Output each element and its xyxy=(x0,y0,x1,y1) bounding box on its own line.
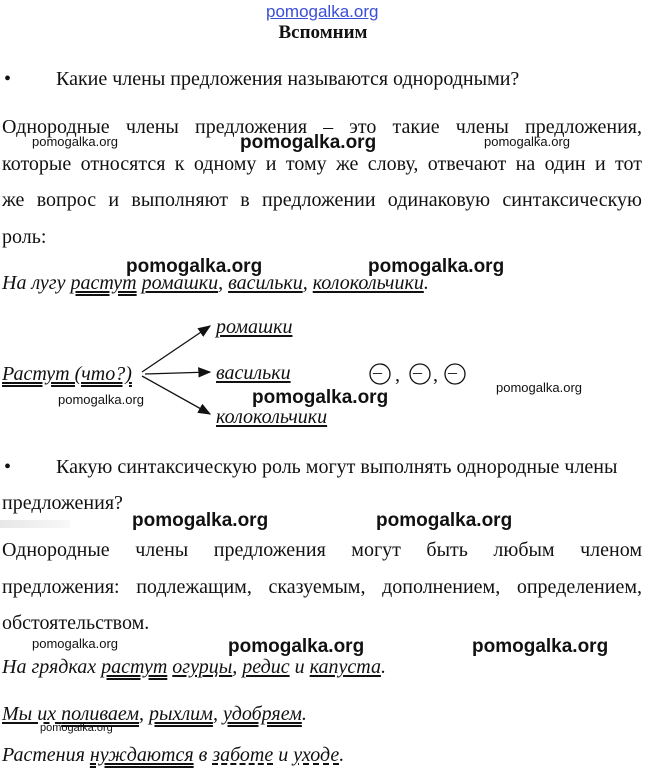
predicate-word: нуждаются xyxy=(89,744,194,766)
arrow-to-target-1 xyxy=(142,326,210,372)
watermark: pomogalka.org xyxy=(240,132,377,153)
subject-word: васильки xyxy=(228,272,303,294)
subject-word: Мы xyxy=(2,703,33,725)
definition-line: которые относятся к одному и тому же слову, отвечают на один и тот xyxy=(2,153,642,175)
scheme-target-1: ромашки xyxy=(216,316,293,338)
watermark: pomogalka.org xyxy=(32,636,118,651)
preposition: в xyxy=(193,744,213,766)
subject-word: ромашки xyxy=(141,272,219,294)
object-word: их xyxy=(32,703,62,725)
pattern-dash: – xyxy=(373,362,382,382)
subject-word: колокольчики xyxy=(312,272,424,294)
object-word: заботе xyxy=(212,744,274,766)
punctuation: . xyxy=(380,656,386,678)
definition-line: роль: xyxy=(2,226,47,248)
watermark: pomogalka.org xyxy=(58,392,144,407)
answer-line: Однородные члены предложения могут быть любым членом xyxy=(2,539,642,561)
punctuation: , xyxy=(232,656,243,678)
watermark: pomogalka.org xyxy=(484,134,570,149)
answer-line: предложения: подлежащим, сказуемым, дополнением, определением, xyxy=(2,576,642,598)
definition-line: же вопрос и выполняют в предложении одинаковую синтаксическую xyxy=(2,189,642,211)
example-sentence-2 xyxy=(2,656,386,679)
predicate-word: рыхлим xyxy=(149,703,213,725)
predicate-word: поливаем xyxy=(61,703,140,725)
punctuation: , xyxy=(218,272,229,294)
subject-word: капуста xyxy=(309,656,381,678)
pattern-dash: – xyxy=(413,362,422,382)
bullet-marker: • xyxy=(4,68,12,90)
predicate-word: растут xyxy=(101,656,168,678)
scheme-target-2: васильки xyxy=(216,362,291,384)
arrow-to-target-2 xyxy=(145,372,210,374)
scan-smudge xyxy=(0,520,70,528)
question-2: Какую синтаксическую роль могут выполнять однородные члены xyxy=(56,456,618,478)
pattern-separator: , xyxy=(395,364,400,386)
page-title: Вспомним xyxy=(278,22,368,43)
watermark: pomogalka.org xyxy=(252,387,389,408)
punctuation: . xyxy=(423,272,429,294)
punctuation: , xyxy=(302,272,313,294)
subject-word: редис xyxy=(242,656,290,678)
pattern-dash: – xyxy=(448,362,457,382)
example-text: На лугу xyxy=(2,272,71,294)
arrow-to-target-3 xyxy=(142,376,210,414)
definition-line: Однородные члены предложения – это такие члены предложения, xyxy=(2,116,642,138)
watermark: pomogalka.org xyxy=(496,380,582,395)
conjunction: и xyxy=(289,656,310,678)
pattern-separator: , xyxy=(433,364,438,386)
bullet-marker: • xyxy=(4,456,12,478)
watermark: pomogalka.org xyxy=(32,134,118,149)
predicate-word: растут xyxy=(70,272,137,294)
question-2-cont: предложения? xyxy=(2,492,123,514)
watermark: pomogalka.org xyxy=(472,636,609,657)
scheme-source xyxy=(2,363,132,386)
watermark: pomogalka.org xyxy=(132,510,269,531)
answer-line: обстоятельством. xyxy=(2,612,150,634)
punctuation: , xyxy=(212,703,223,725)
predicate-word: удобряем xyxy=(222,703,302,725)
object-word: уходе xyxy=(293,744,340,766)
scheme-target-3: колокольчики xyxy=(216,406,328,428)
watermark: pomogalka.org xyxy=(368,256,505,277)
example-text: Растения xyxy=(2,744,90,766)
watermark: pomogalka.org xyxy=(126,256,263,277)
punctuation: , xyxy=(139,703,150,725)
scheme-source-predicate: Растут (что?) xyxy=(2,363,132,385)
punctuation: . xyxy=(301,703,307,725)
example-text: На грядках xyxy=(2,656,102,678)
punctuation: . xyxy=(339,744,345,766)
example-sentence-4 xyxy=(2,744,344,767)
watermark-site-link[interactable]: pomogalka.org xyxy=(266,2,379,21)
question-1: Какие члены предложения называются однородными? xyxy=(56,68,520,90)
watermark: pomogalka.org xyxy=(376,510,513,531)
watermark: pomogalka.org xyxy=(228,636,365,657)
watermark: pomogalka.org xyxy=(40,722,113,734)
subject-word: огурцы xyxy=(172,656,233,678)
conjunction: и xyxy=(273,744,294,766)
